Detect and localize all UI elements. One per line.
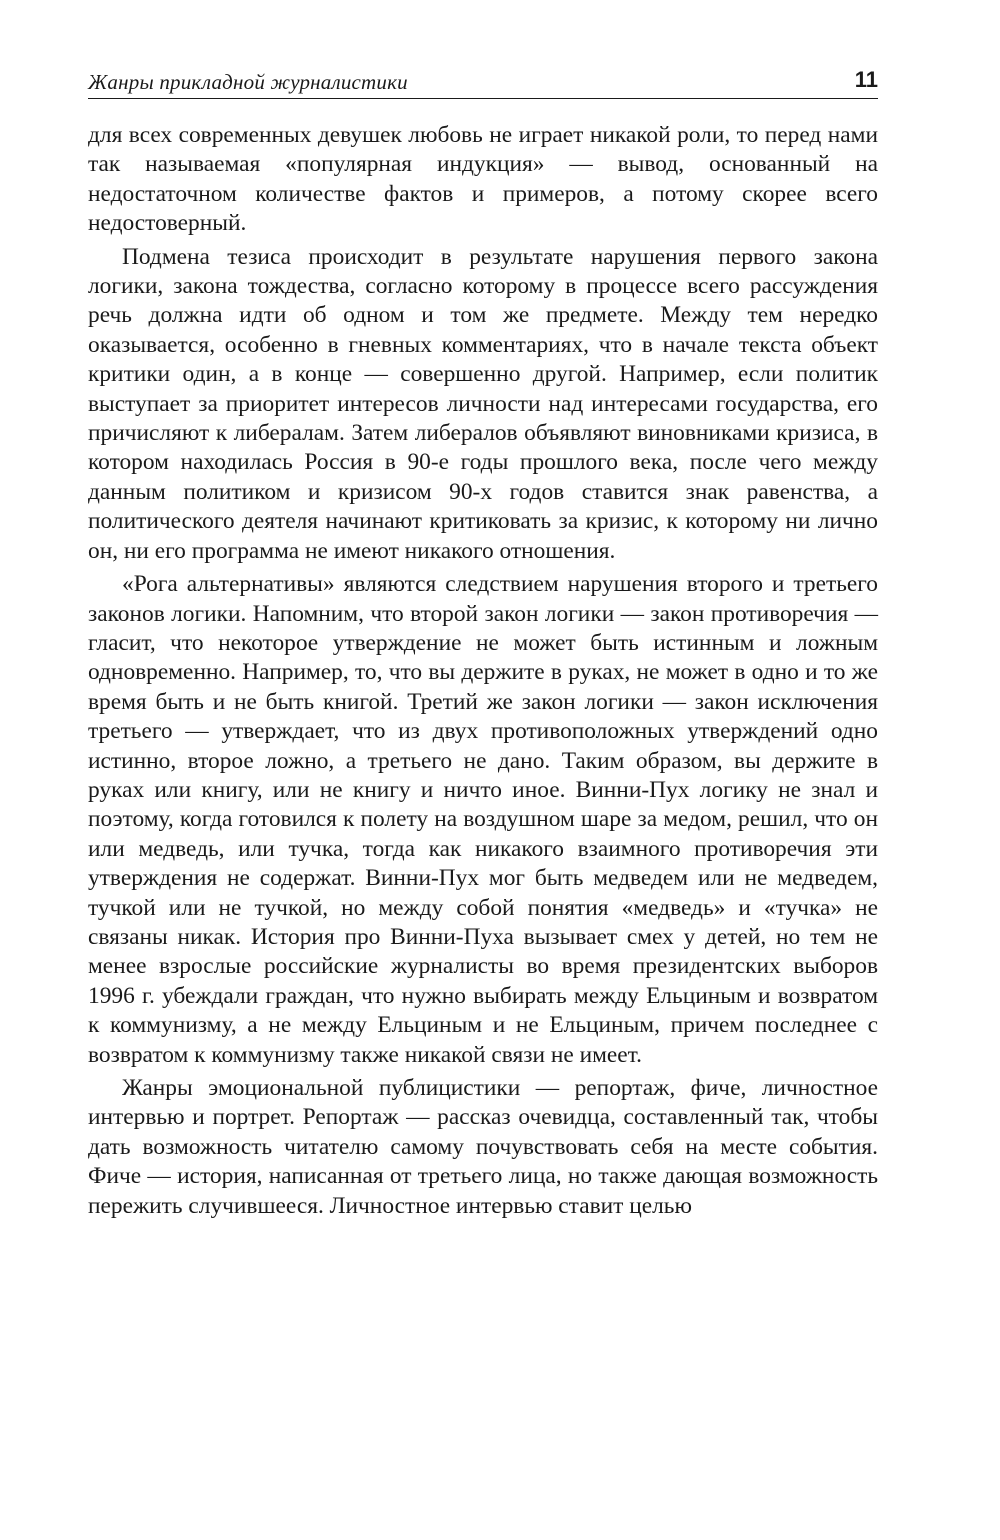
running-header <box>88 64 878 99</box>
page-number: 11 <box>854 67 878 92</box>
running-header-title: Жанры прикладной журналистики <box>88 70 408 94</box>
body-text <box>88 121 878 1221</box>
paragraph-emotional-genres: Жанры эмоциональной публицистики — репортаж, фиче, личностное интервью и портрет. Репортаж — рассказ очевидца, составленный так, чтобы дать возможность читателю самому почувствовать себя на месте события. Фиче — история, написанная от третьего лица, но также дающая возможность пережить случившееся. Личностное интервью ставит целью <box>88 1075 878 1219</box>
paragraph-thesis-substitution: Подмена тезиса происходит в результате нарушения первого закона логики, закона тождества, согласно которому в процессе всего рассуждения речь должна идти об одном и том же предмете. Между тем нередко оказывается, особенно в гневных комментариях, что в начале текста объект критики один, а в конце — совершенно другой. Например, если политик выступает за приоритет интересов личности над интересами государства, его причисляют к либералам. Затем либералов объявляют виновниками кризиса, в котором находилась Россия в 90-е годы прошлого века, после чего между данным политиком и кризисом 90-х годов ставится знак равенства, а политического деятеля начинают критиковать за кризис, к которому ни лично он, ни его программа не имеют никакого отношения. <box>88 243 878 564</box>
paragraph-continuation: для всех современных девушек любовь не играет никакой роли, то перед нами так называемая «популярная индукция» — вывод, основанный на недостаточном количестве фактов и примеров, а потому скорее всего недостоверный. <box>88 122 878 237</box>
book-page <box>88 64 878 1225</box>
paragraph-horns-of-dilemma: «Рога альтернативы» являются следствием нарушения второго и третьего законов логики. Напомним, что второй закон логики — закон противоречия — гласит, что некоторое утверждение не может быть истинным и ложным одновременно. Например, то, что вы держите в руках, не может в одно и то же время быть и не быть книгой. Третий же закон логики — закон исключения третьего — утверждает, что из двух противоположных утверждений одно истинно, второе ложно, а третьего не дано. Таким образом, вы держите в руках или книгу, или не книгу и ничто иное. Винни-Пух логику не знал и поэтому, когда готовился к полету на воздушном шаре за медом, решил, что он или медведь, или тучка, тогда как никакого взаимного противоречия эти утверждения не содержат. Винни-Пух мог быть медведем или не медведем, тучкой или не тучкой, но между собой понятия «медведь» и «тучка» не связаны никак. История про Винни-Пуха вызывает смех у детей, но тем не менее взрослые российские журналисты во время президентских выборов 1996 г. убеждали граждан, что нужно выбирать между Ельциным и возвратом к коммунизму, а не между Ельциным и не Ельциным, причем последнее с возвратом к коммунизму также никакой связи не имеет. <box>88 571 878 1068</box>
